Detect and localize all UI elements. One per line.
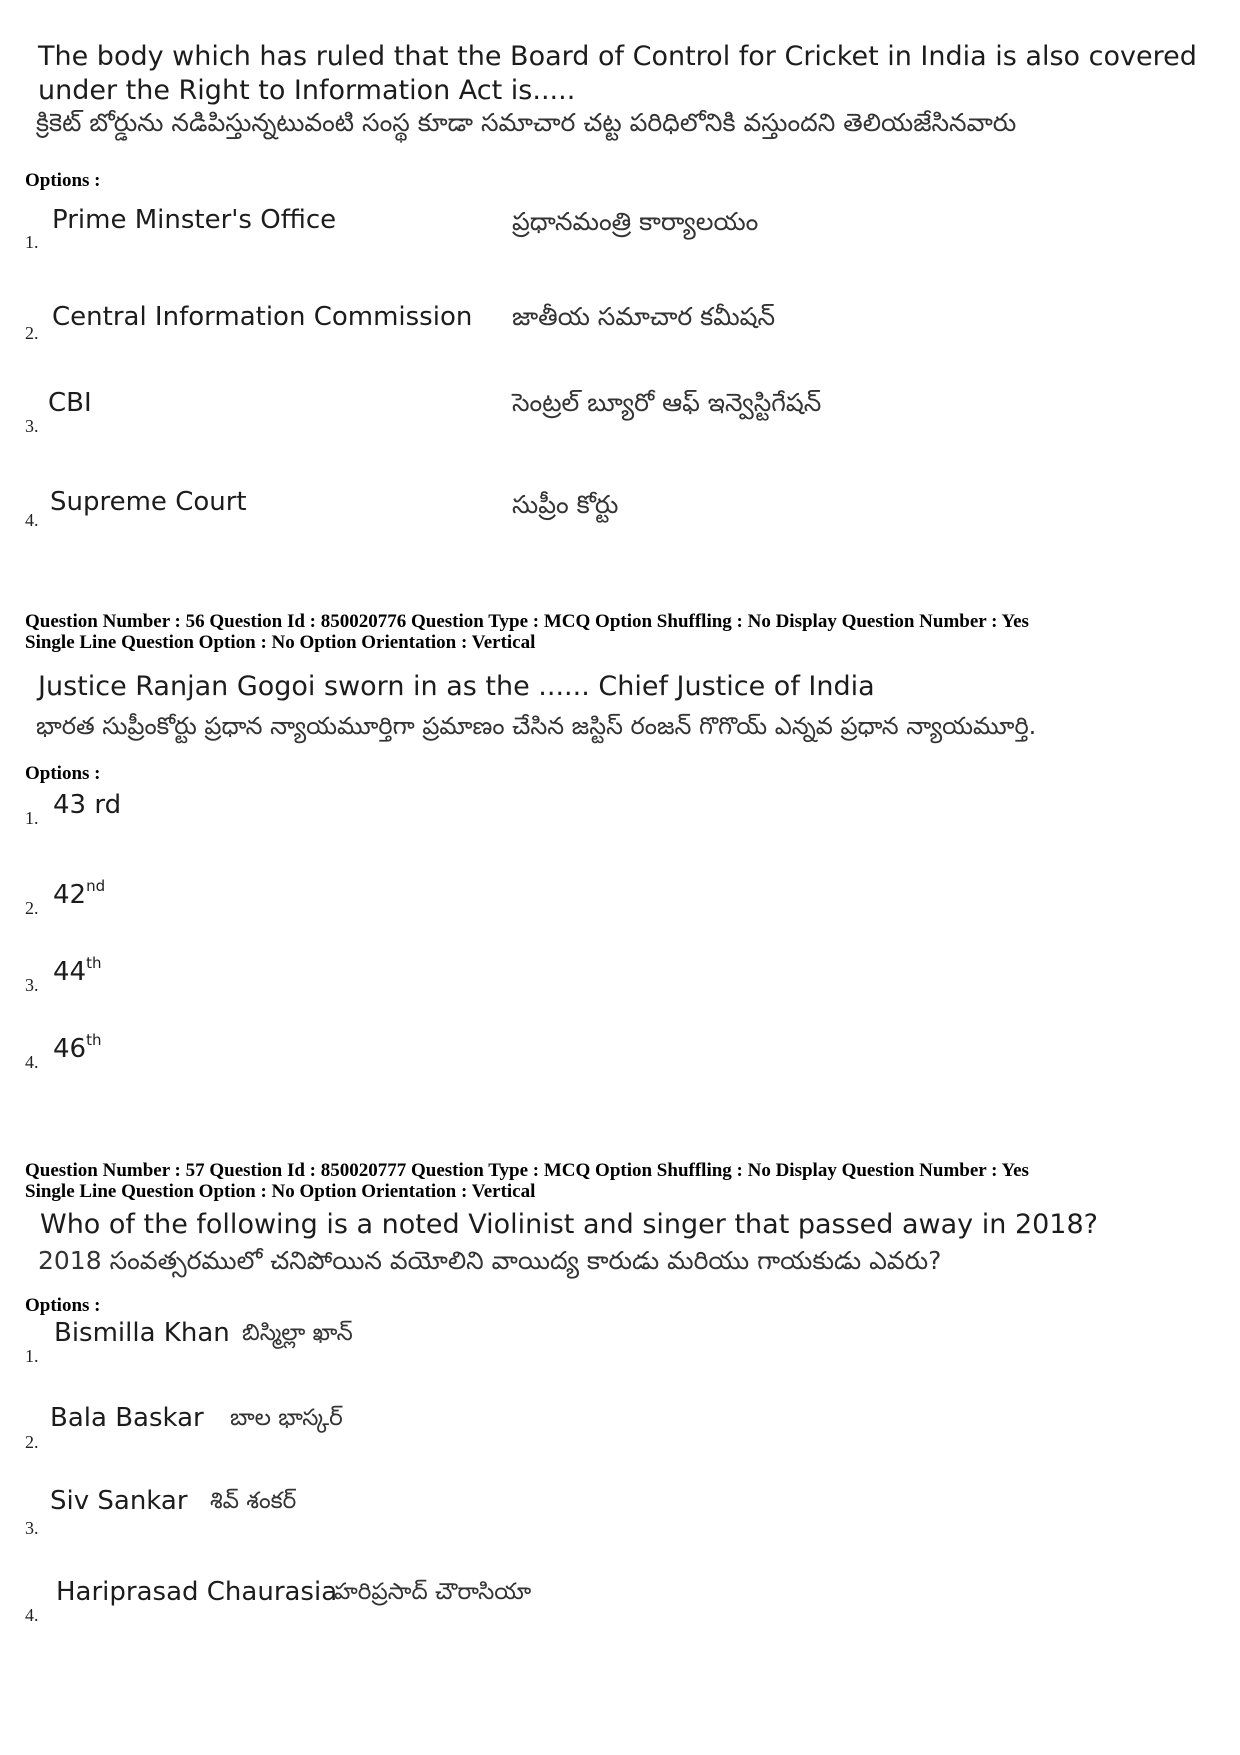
option-text-en: Siv Sankar [50, 1486, 188, 1516]
option-value: 44 [53, 957, 87, 987]
option-number: 2. [25, 323, 39, 343]
option-suffix: rd [86, 790, 122, 820]
option-number: 4. [25, 510, 39, 530]
option-text-te: సెంట్రల్ బ్యూరో ఆఫ్ ఇన్వెస్టిగేషన్ [512, 388, 822, 417]
option-number: 4. [25, 1052, 39, 1072]
option-number: 1. [25, 808, 39, 828]
option-text-te: సుప్రీం కోర్టు [512, 490, 619, 519]
option-text [53, 1031, 102, 1064]
option-text-te: బిస్మిల్లా ఖాన్ [242, 1320, 353, 1346]
option-text-te: బాల భాస్కర్ [230, 1405, 343, 1431]
option-number: 1. [25, 232, 39, 252]
question-text-te: 2018 సంవత్సరములో చనిపోయిన వయోలిని వాయిద్య కారుడు మరియు గాయకుడు ఎవరు? [38, 1246, 942, 1275]
options-label: Options : [25, 170, 101, 191]
option-text-en: Prime Minster's Office [52, 205, 337, 235]
question-text-en: Who of the following is a noted Violinist and singer that passed away in 2018? [40, 1209, 1098, 1240]
question-meta-line-1: Question Number : 57 Question Id : 850020777 Question Type : MCQ Option Shuffling : No Display Question Number : Yes [25, 1160, 1029, 1181]
option-value: 42 [53, 880, 87, 910]
option-text-en: Hariprasad Chaurasia [56, 1577, 338, 1607]
option-text-te: శివ్ శంకర్ [210, 1488, 297, 1514]
question-text-te: భారత సుప్రీంకోర్టు ప్రధాన న్యాయమూర్తిగా ప్రమాణం చేసిన జస్టిస్ రంజన్ గొగొయ్ ఎన్నవ ప్రధాన న్యాయమూర్తి. [36, 712, 1037, 740]
option-number: 2. [25, 1432, 39, 1452]
option-suffix: th [86, 1031, 102, 1049]
question-meta-line-2: Single Line Question Option : No Option Orientation : Vertical [25, 632, 536, 653]
question-meta-line-1: Question Number : 56 Question Id : 850020776 Question Type : MCQ Option Shuffling : No Display Question Number : Yes [25, 611, 1029, 632]
option-text [53, 790, 121, 820]
question-text-te: క్రికెట్ బోర్డును నడిపిస్తున్నటువంటి సంస్థ కూడా సమాచార చట్ట పరిధిలోనికి వస్తుందని తెలియజేసినవారు [36, 108, 1017, 137]
option-text-en: Bismilla Khan [54, 1318, 230, 1348]
option-text-en: Central Information Commission [52, 302, 473, 332]
option-number: 3. [25, 975, 39, 995]
option-number: 3. [25, 1518, 39, 1538]
question-meta-line-2: Single Line Question Option : No Option Orientation : Vertical [25, 1181, 536, 1202]
option-number: 3. [25, 416, 39, 436]
option-number: 1. [25, 1346, 39, 1366]
question-text-en: Justice Ranjan Gogoi sworn in as the ...... Chief Justice of India [38, 671, 875, 702]
option-suffix: nd [86, 877, 106, 895]
option-value: 46 [53, 1034, 87, 1064]
option-text-en: CBI [48, 388, 92, 418]
option-text-te: జాతీయ సమాచార కమీషన్ [512, 302, 776, 331]
option-text-te: ప్రధానమంత్రి కార్యాలయం [512, 207, 759, 236]
option-text [53, 877, 106, 910]
options-label: Options : [25, 763, 101, 784]
option-text-en: Bala Baskar [50, 1403, 204, 1433]
option-number: 4. [25, 1605, 39, 1625]
option-suffix: th [86, 954, 102, 972]
options-label: Options : [25, 1295, 101, 1316]
option-number: 2. [25, 898, 39, 918]
option-text-te: హరిప్రసాద్ చౌరాసియా [334, 1579, 532, 1605]
option-text-en: Supreme Court [50, 487, 247, 517]
option-text [53, 954, 102, 987]
question-text-en: The body which has ruled that the Board of Control for Cricket in India is also covered under the Right to Information Act is..... [38, 41, 1197, 106]
option-value: 43 [53, 790, 87, 820]
